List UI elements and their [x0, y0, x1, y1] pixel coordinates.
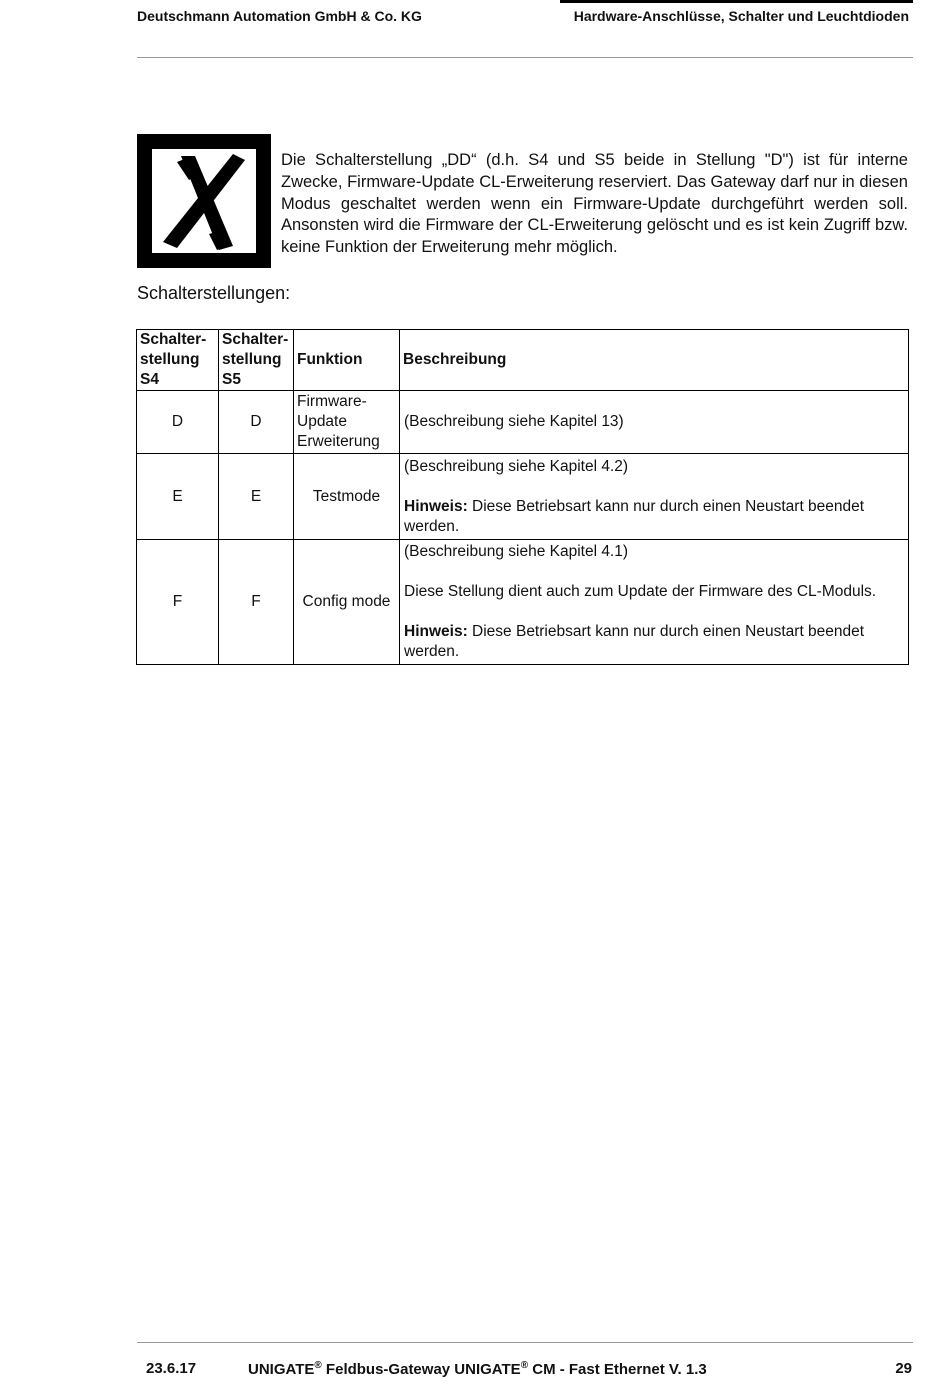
header-company: Deutschmann Automation GmbH & Co. KG — [137, 8, 422, 24]
note-label: Hinweis: — [404, 497, 468, 515]
header-s5-line1: Schalter- — [222, 331, 289, 348]
footer-date: 23.6.17 — [146, 1360, 197, 1377]
note-text: Diese Betriebsart kann nur durch einen Neustart beendet werden. — [404, 623, 865, 660]
header-function: Funktion — [294, 330, 400, 391]
description-reference: (Beschreibung siehe Kapitel 13) — [404, 413, 624, 430]
cell-function — [294, 391, 400, 454]
table-row — [137, 391, 909, 454]
cell-function: Testmode — [294, 454, 400, 540]
cell-s4: E — [137, 454, 219, 540]
cell-function: Config mode — [294, 540, 400, 665]
x-warning-icon — [137, 134, 271, 268]
header-rule — [137, 57, 913, 58]
description-note — [404, 497, 904, 537]
header-s4 — [137, 330, 219, 391]
header-chapter: Hardware-Anschlüsse, Schalter und Leuchtdioden — [573, 8, 909, 24]
cell-description — [400, 454, 909, 540]
header-description: Beschreibung — [400, 330, 909, 391]
cell-s5: F — [219, 540, 294, 665]
registered-mark: ® — [314, 1360, 322, 1371]
cell-s5: D — [219, 391, 294, 454]
description-reference: (Beschreibung siehe Kapitel 4.1) — [404, 543, 629, 560]
cell-s4: F — [137, 540, 219, 665]
note-label: Hinweis: — [404, 623, 468, 640]
header-s4-line2: stellung — [140, 351, 200, 368]
note-text: Diese Betriebsart kann nur durch einen Neustart beendet werden. — [404, 497, 865, 535]
table-header-row — [137, 330, 909, 391]
header-s5-line2: stellung — [222, 351, 282, 368]
header-s5 — [219, 330, 294, 391]
header-s4-line1: Schalter- — [140, 331, 207, 348]
warning-text: Die Schalterstellung „DD“ (d.h. S4 und S5 beide in Stellung "D") ist für interne Zwecke, Firmware-Update CL-Erweiterung reserviert. Das Gateway darf nur in diesen Modus geschaltet werden wenn ein Firmware-Update durchgeführt werden soll. Ansonsten wird die Firmware der CL-Erweiterung gelöscht und es ist kein Zugriff bzw. keine Funktion der Erweiterung mehr möglich. — [281, 151, 908, 257]
header-s5-line3: S5 — [222, 371, 241, 388]
section-title: Schalterstellungen: — [137, 283, 291, 303]
header-s4-line3: S4 — [140, 371, 159, 388]
cell-description — [400, 540, 909, 665]
cell-s5: E — [219, 454, 294, 540]
footer-title-part3: CM - Fast Ethernet V. 1.3 — [528, 1361, 707, 1378]
footer-title — [248, 1360, 707, 1378]
header-top-rule — [560, 0, 913, 3]
description-note — [404, 622, 904, 662]
page-number: 29 — [895, 1360, 912, 1377]
function-line3: Erweiterung — [297, 433, 380, 450]
footer-title-part1: UNIGATE — [248, 1361, 315, 1378]
registered-mark: ® — [520, 1360, 529, 1371]
footer-rule — [137, 1342, 913, 1343]
table-row — [137, 454, 909, 540]
table-row — [137, 540, 909, 665]
function-line2: Update — [297, 413, 347, 430]
cell-description — [400, 391, 909, 454]
description-extra: Diese Stellung dient auch zum Update der Firmware des CL-Moduls. — [404, 583, 877, 600]
switch-positions-table — [136, 329, 909, 665]
function-line1: Firmware- — [297, 393, 367, 410]
cell-s4: D — [137, 391, 219, 454]
footer-title-part2: Feldbus-Gateway UNIGATE — [321, 1361, 521, 1378]
description-reference: (Beschreibung siehe Kapitel 4.2) — [404, 457, 629, 475]
